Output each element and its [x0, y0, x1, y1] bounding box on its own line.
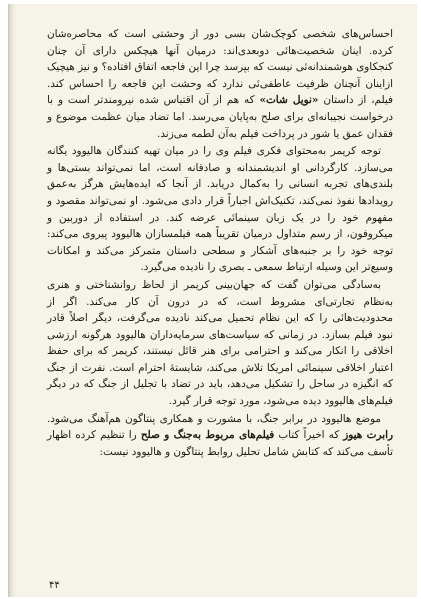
bold-phrase: رابرت هیوز — [343, 429, 393, 442]
text-run: توجه کریمر به‌محتوای فکری فیلم وی را در میان تهیه کنندگان هالیوود یگانه می‌سازد. کارگردانی او اندیشمندانه و صادقانه است، اما نمی‌تواند بستی‌ها و بلندی‌های تجربه انسانی را به‌کمال دریابد. از آنجا که ایده‌هایش هرگز به‌عمق رویدادها نفوذ نمی‌کند، تکنیک‌اش اجباراً قرار دادی می‌شود. او نمی‌تواند مقصود و مفهوم خود را در یک زبان سینمائی عرضه کند. در استفاده از دوربین و میکروفون، از رسم متداول درمیان تقریباً همه فیلمسازان هالیوود پیروی می‌کند: توجه خود را بر جنبه‌های آشکار و سطحی داستان متمرکز می‌کند و امکانات وسیع‌تر این وسیله ارتباط سمعی ـ بصری را نادیده می‌گیرد. — [47, 145, 393, 274]
bold-phrase: «نویل شات» — [259, 94, 319, 107]
text-run: را تنظیم کرده اظهار تأسف می‌کند که کتابش شامل تحلیل روابط پنتاگون و هالیوود نیست: — [47, 429, 393, 458]
paragraph — [47, 277, 393, 410]
text-run: به‌سادگی می‌توان گفت که جهان‌بینی کریمر از لحاظ روانشناختی و هنری به‌نظام تجارتی‌ای مشروط است، که در درون آن کار می‌کند. اگر از محدودیت‌هائی را که این نظام تحمیل می‌کند نادیده می‌گرفت، دیگر اصلاً قادر نبود فیلم بسازد. در زمانی که سیاست‌های سرمایه‌داران هالیوود هرگونه ارزشی اخلاقی را انکار می‌کند و احترامی برای هنر قائل نیستند، کریمر که برای حفظ اعتبار اخلاقی سینمائی امریکا تلاش می‌کند، شایستهٔ احترام است. نفرت از جنگ که انگیزه در ساحل را تشکیل می‌دهد، باید در تضاد با تجلیل از جنگ که در دیگر فیلم‌های هالیوود دیده می‌شود، مورد توجه قرار گیرد. — [47, 278, 393, 408]
book-page — [8, 4, 417, 597]
paragraph — [47, 26, 393, 142]
text-run: موضع هالیوود در برابر جنگ، با مشورت و همکاری پنتاگون هم‌آهنگ می‌شود. — [47, 412, 381, 425]
page-number: ۴۴ — [49, 580, 60, 591]
text-run: که هم از آن اقتباس شده نیرومندتر است و با درخواست نجیبانه‌ای برای صلح به‌پایان می‌رسد. اما تضاد میان عظمت موضوع و فقدان عمق یا شور در پرداخت فیلم به‌آن لطمه می‌زند. — [47, 94, 393, 140]
text-run: احساس‌های شخصی کوچک‌شان بسی دور از وحشتی است که محاصره‌شان کرده. اینان شخصیت‌هائی دوبعدی‌اند: درمیان آنها هیچکس دارای آن چنان کنجکاوی هوشمندانه‌ئی نیست که بپرسد چرا این فاجعه اتفاق افتاده؟ و نیز هیچیک ازاینان آنچنان ظرفیت عاطفی‌ئی ندارد که وحشت این فاجعه را احساس کند. فیلم، از داستان — [47, 28, 394, 107]
text-run: که اخیراً کتاب — [274, 429, 344, 442]
bold-phrase: فیلم‌های مربوط به‌جنگ و صلح — [140, 429, 275, 442]
body-text — [47, 26, 393, 582]
paragraph — [47, 143, 393, 276]
paragraph — [47, 411, 393, 461]
